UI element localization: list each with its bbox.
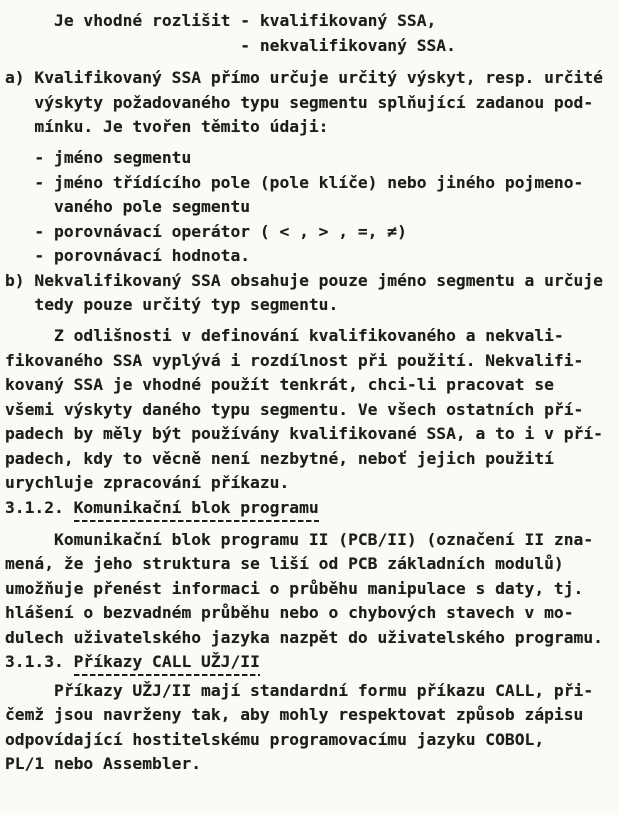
pcb-paragraph: [5, 528, 615, 651]
call-paragraph: [5, 679, 615, 777]
text-line: padech by měly být používány kvalifikované SSA, a to i v pří-: [5, 424, 603, 443]
list-item: vaného pole segmentu: [5, 197, 251, 216]
text-line: Z odlišnosti v definování kvalifikovaného a nekvali-: [5, 326, 564, 345]
text-line: všemi výskyty daného typu segmentu. Ve všech ostatních pří-: [5, 399, 584, 419]
list-item: - porovnávací operátor ( < , > , =, ≠): [5, 221, 407, 241]
list-item: - jméno třídícího pole (pole klíče) nebo jiného pojmeno-: [5, 172, 584, 192]
list-item: - jméno segmentu: [5, 148, 192, 167]
text-line: mínku. Je tvořen těmito údaji:: [5, 117, 329, 136]
section-title: Komunikační blok programu: [74, 498, 319, 522]
item-b-paragraph: [5, 269, 615, 318]
text-line: čemž jsou navrženy tak, aby mohly respektovat způsob zápisu: [5, 705, 584, 724]
section-number: 3.1.2.: [5, 497, 74, 517]
text-line: padech, kdy to věcně není nezbytné, neboť jejich použití: [5, 448, 554, 468]
text-line: urychluje zpracování příkazu.: [5, 473, 290, 492]
text-line: mená, že jeho struktura se liší od PCB základních modulů): [5, 554, 564, 573]
text-line: umožňuje přenést informaci o průběhu manipulace s daty, tj.: [5, 578, 584, 598]
text-line: hlášení o bezvadném průběhu nebo o chybových stavech v mo-: [5, 603, 574, 622]
text-line: - nekvalifikovaný SSA.: [5, 35, 456, 55]
text-line: fikovaného SSA vyplývá i rozdílnost při použití. Nekvalifi-: [5, 350, 584, 370]
text-line: Je vhodné rozlišit - kvalifikovaný SSA,: [5, 11, 437, 30]
ssa-usage-paragraph: [5, 324, 615, 496]
text-line: kovaný SSA je vhodné použít tenkrát, chci-li pracovat se: [5, 375, 554, 394]
section-heading-3-1-2: [5, 496, 615, 521]
text-line: Komunikační blok programu II (PCB/II) (označení II zna-: [5, 529, 594, 549]
criteria-list: [5, 146, 615, 269]
text-line: Příkazy UŽJ/II mají standardní formu příkazu CALL, při-: [5, 680, 594, 700]
item-a-paragraph: [5, 66, 615, 140]
list-item: - porovnávací hodnota.: [5, 246, 251, 265]
text-line: odpovídající hostitelskému programovacímu jazyku COBOL,: [5, 729, 545, 749]
text-line: dulech uživatelského jazyka nazpět do uživatelského programu.: [5, 627, 603, 647]
section-number: 3.1.3.: [5, 652, 74, 671]
intro-paragraph: [5, 9, 615, 58]
text-line: tedy pouze určitý typ segmentu.: [5, 295, 339, 314]
text-line: a) Kvalifikovaný SSA přímo určuje určitý výskyt, resp. určité: [5, 68, 603, 87]
text-line: PL/1 nebo Assembler.: [5, 754, 202, 773]
section-heading-3-1-3: [5, 650, 615, 675]
section-title: Příkazy CALL UŽJ/II: [74, 652, 260, 676]
text-line: b) Nekvalifikovaný SSA obsahuje pouze jméno segmentu a určuje: [5, 270, 603, 290]
text-line: výskyty požadovaného typu segmentu splňující zadanou pod-: [5, 92, 594, 112]
